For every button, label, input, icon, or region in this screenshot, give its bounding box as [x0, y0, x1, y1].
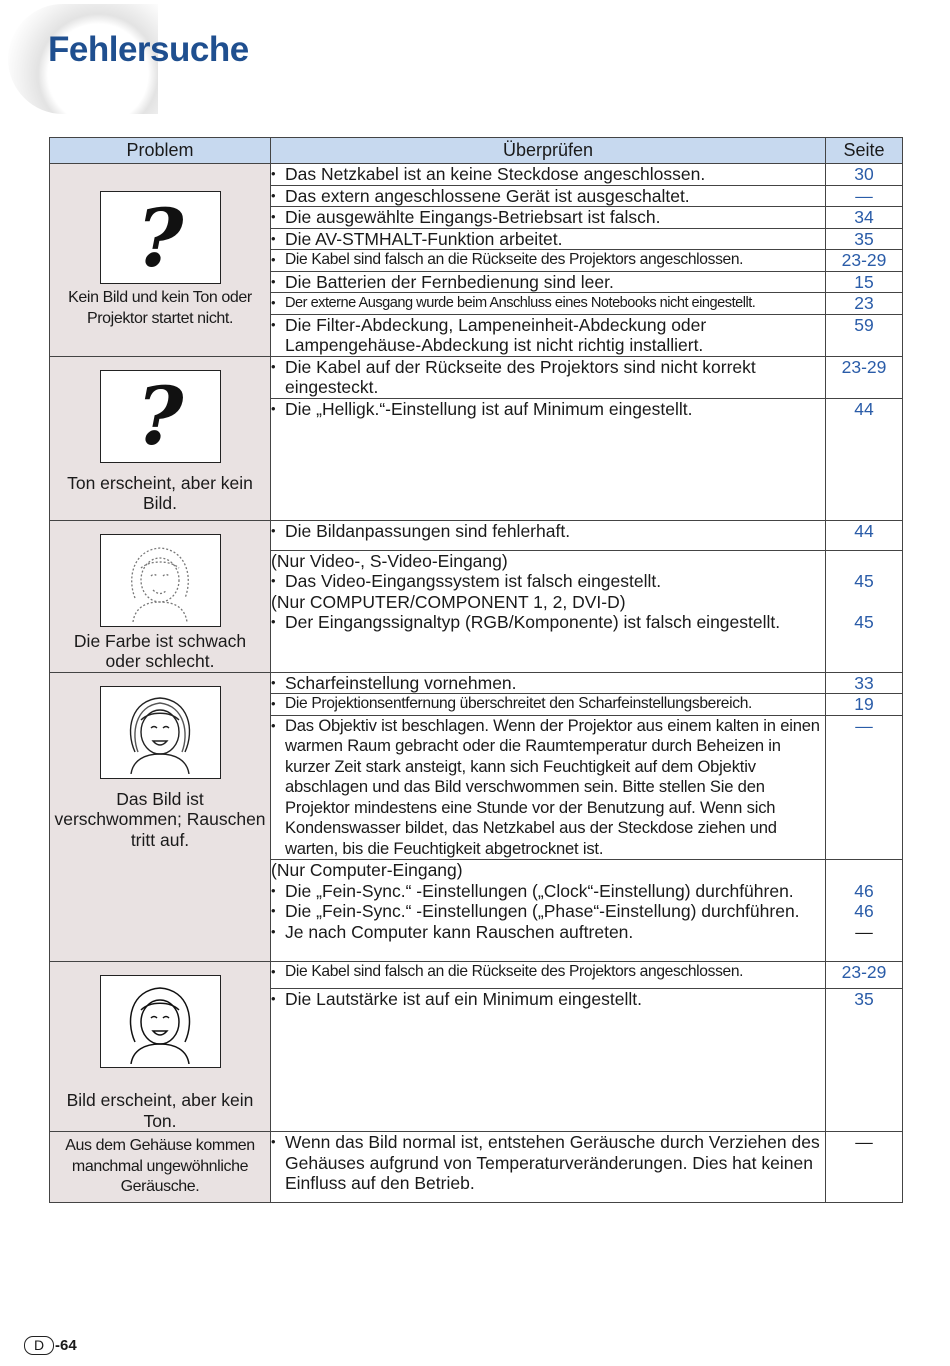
problem-cell	[50, 1132, 271, 1203]
problem-label: Kein Bild und kein Ton oder Projektor startet nicht.	[68, 289, 252, 327]
page-ref: 44	[826, 398, 903, 520]
page-title: Fehlersuche	[48, 30, 249, 69]
check-text: (Nur Video-, S-Video-Eingang)	[271, 550, 508, 571]
table-row: • Die Lautstärke ist auf ein Minimum eingestellt. 35	[50, 989, 903, 1132]
page-ref	[826, 592, 902, 613]
check-text: Die Kabel sind falsch an die Rückseite des Projektors angeschlossen.	[285, 963, 744, 980]
table-row: • Die ausgewählte Eingangs-Betriebsart ist falsch. 34	[50, 207, 903, 229]
problem-label: Ton erscheint, aber kein Bild.	[67, 472, 253, 513]
check-text: Das extern angeschlossene Gerät ist ausgeschaltet.	[285, 185, 690, 206]
problem-cell	[50, 164, 271, 357]
table-row: • Die „Helligk.“-Einstellung ist auf Minimum eingestellt. 44	[50, 398, 903, 520]
header-problem: Problem	[50, 138, 271, 164]
check-text: Die ausgewählte Eingangs-Betriebsart ist falsch.	[285, 207, 661, 227]
table-row: Die Farbe ist schwach oder schlecht. • Die Bildanpassungen sind fehlerhaft. 44	[50, 520, 903, 550]
check-text: Das Objektiv ist beschlagen. Wenn der Projektor aus einem kalten in einen warmen Raum gebracht oder die Raumtemperatur durch Beheizen in kurzer Zeit stark ansteigt, kann sich Feuchtigkeit auf dem Objektiv abschlagen und das Bild verschwommen sein. Bitte stellen Sie den Projektor mindestens eine Stunde vor der Benutzung auf. Wenn sich Kondenswasser bildet, das Netzkabel aus der Steckdose ziehen und warten, bis die Feuchtigkeit abgetrocknet ist.	[285, 715, 820, 858]
page-ref: 35	[826, 989, 903, 1132]
troubleshooting-table	[49, 137, 903, 1203]
problem-cell	[50, 672, 271, 962]
check-text: Die Kabel sind falsch an die Rückseite des Projektors angeschlossen.	[285, 251, 744, 268]
table-row: ? Ton erscheint, aber kein Bild. • Die Kabel auf der Rückseite des Projektors sind nicht korrekt eingesteckt. 23-29	[50, 356, 903, 398]
check-text: Die Lautstärke ist auf ein Minimum eingestellt.	[285, 989, 642, 1009]
table-header-row	[50, 138, 903, 164]
page-ref: 46	[854, 901, 874, 921]
page-ref: 15	[826, 271, 903, 293]
table-row: Aus dem Gehäuse kommen manchmal ungewöhnliche Geräusche. • Wenn das Bild normal ist, entstehen Geräusche durch Verziehen des Gehäuses aufgrund von Temperaturveränderungen. Dies hat keinen Einfluss auf den Betrieb. —	[50, 1132, 903, 1203]
check-text: Der Eingangssignaltyp (RGB/Komponente) ist falsch eingestellt.	[285, 612, 781, 632]
page-ref: —	[826, 185, 903, 207]
page-ref: 33	[826, 672, 903, 694]
problem-cell	[50, 356, 271, 520]
table-row: • Das extern angeschlossene Gerät ist ausgeschaltet. —	[50, 185, 903, 207]
table-row: (Nur Video-, S-Video-Eingang) • Das Video-Eingangssystem ist falsch eingestellt. (Nur COMPUTER/COMPONENT 1, 2, DVI-D) • Der Eingangssignaltyp (RGB/Komponente) ist falsch eingestellt. 45 45	[50, 550, 903, 672]
page-ref: 23-29	[826, 356, 903, 398]
problem-label: Bild erscheint, aber kein Ton.	[66, 1090, 254, 1131]
check-text: Das Video-Eingangssystem ist falsch eingestellt.	[285, 571, 662, 591]
faded-girl-picture-icon	[100, 534, 221, 627]
table-row: ? Kein Bild und kein Ton oder Projektor startet nicht. • Das Netzkabel ist an keine Steckdose angeschlossen. 30	[50, 164, 903, 186]
question-mark-icon: ?	[100, 370, 221, 463]
page-ref: 59	[826, 314, 903, 356]
page-ref: 19	[826, 694, 903, 716]
page-ref: 23-29	[826, 250, 903, 272]
table-row: • Die Batterien der Fernbedienung sind leer. 15	[50, 271, 903, 293]
table-row: • Die Kabel sind falsch an die Rückseite des Projektors angeschlossen. 23-29	[50, 250, 903, 272]
page-ref: —	[826, 715, 903, 860]
check-text: Die Bildanpassungen sind fehlerhaft.	[285, 520, 571, 541]
table-row: • Die AV-STMHALT-Funktion arbeitet. 35	[50, 228, 903, 250]
table-row: • Die Filter-Abdeckung, Lampeneinheit-Abdeckung oder Lampengehäuse-Abdeckung ist nicht richtig installiert. 59	[50, 314, 903, 356]
page-footer	[24, 1336, 77, 1355]
check-text: Der externe Ausgang wurde beim Anschluss eines Notebooks nicht eingestellt.	[285, 295, 756, 311]
check-text: Die Batterien der Fernbedienung sind leer.	[285, 271, 614, 292]
check-text: Die Kabel auf der Rückseite des Projektors sind nicht korrekt eingesteckt.	[285, 356, 756, 397]
check-text: (Nur Computer-Eingang)	[271, 860, 463, 880]
check-text: Wenn das Bild normal ist, entstehen Geräusche durch Verziehen des Gehäuses aufgrund von Temperaturveränderungen. Dies hat keinen Einfluss auf den Betrieb.	[285, 1132, 820, 1193]
language-badge: D	[24, 1336, 54, 1355]
check-text: Die Filter-Abdeckung, Lampeneinheit-Abdeckung oder Lampengehäuse-Abdeckung ist nicht richtig installiert.	[285, 314, 707, 355]
page-ref: —	[826, 1132, 903, 1203]
table-row: (Nur Computer-Eingang) • Die „Fein-Sync.“ -Einstellungen („Clock“-Einstellung) durchführen. • Die „Fein-Sync.“ -Einstellungen („Phase“-Einstellung) durchführen. • Je nach Computer kann Rauschen auftreten. 46 46 —	[50, 860, 903, 962]
page-ref: 45	[854, 571, 874, 591]
check-text: Die „Fein-Sync.“ -Einstellungen („Phase“-Einstellung) durchführen.	[285, 901, 800, 921]
page-ref: 23	[826, 293, 903, 315]
table-row: • Das Objektiv ist beschlagen. Wenn der Projektor aus einem kalten in einen warmen Raum gebracht oder die Raumtemperatur durch Beheizen in kurzer Zeit stark ansteigt, kann sich Feuchtigkeit auf dem Objektiv abschlagen und das Bild verschwommen sein. Bitte stellen Sie den Projektor mindestens eine Stunde vor der Benutzung auf. Wenn sich Kondenswasser bildet, das Netzkabel aus der Steckdose ziehen und warten, bis die Feuchtigkeit abgetrocknet ist. —	[50, 715, 903, 860]
page-ref: 30	[826, 164, 903, 186]
check-text: Die „Fein-Sync.“ -Einstellungen („Clock“-Einstellung) durchführen.	[285, 880, 794, 901]
blurry-girl-picture-icon	[100, 686, 221, 779]
page-ref: —	[855, 921, 873, 942]
page-number: -64	[55, 1337, 77, 1354]
header-check: Überprüfen	[271, 138, 826, 164]
check-text: Je nach Computer kann Rauschen auftreten.	[285, 921, 634, 942]
table-row: Bild erscheint, aber kein Ton. • Die Kabel sind falsch an die Rückseite des Projektors angeschlossen. 23-29	[50, 962, 903, 989]
check-text: Die Projektionsentfernung überschreitet den Scharfeinstellungsbereich.	[285, 695, 752, 712]
clear-girl-picture-icon	[100, 975, 221, 1068]
check-text: Scharfeinstellung vornehmen.	[285, 672, 517, 693]
question-mark-icon: ?	[100, 191, 221, 284]
table-row: • Der externe Ausgang wurde beim Anschluss eines Notebooks nicht eingestellt. 23	[50, 293, 903, 315]
table-row: Das Bild ist verschwommen; Rauschen tritt auf. • Scharfeinstellung vornehmen. 33	[50, 672, 903, 694]
table-row: • Die Projektionsentfernung überschreitet den Scharfeinstellungsbereich. 19	[50, 694, 903, 716]
problem-cell	[50, 520, 271, 672]
check-text: (Nur COMPUTER/COMPONENT 1, 2, DVI-D)	[271, 591, 626, 612]
page-ref: 34	[826, 207, 903, 229]
check-text: Die „Helligk.“-Einstellung ist auf Minimum eingestellt.	[285, 398, 693, 419]
page-ref	[826, 860, 902, 881]
page-ref	[826, 551, 902, 572]
check-text: Das Netzkabel ist an keine Steckdose angeschlossen.	[285, 164, 706, 184]
page-ref: 35	[826, 228, 903, 250]
header-page: Seite	[826, 138, 903, 164]
problem-label: Aus dem Gehäuse kommen manchmal ungewöhnliche Geräusche.	[65, 1137, 255, 1195]
problem-label: Das Bild ist verschwommen; Rauschen tritt auf.	[54, 788, 266, 850]
page-ref: 46	[854, 880, 874, 901]
problem-label: Die Farbe ist schwach oder schlecht.	[73, 630, 247, 671]
page-ref: 45	[854, 612, 874, 632]
check-text: Die AV-STMHALT-Funktion arbeitet.	[285, 228, 563, 249]
problem-cell	[50, 962, 271, 1132]
page-ref: 44	[826, 520, 903, 550]
page-ref: 23-29	[826, 962, 903, 989]
